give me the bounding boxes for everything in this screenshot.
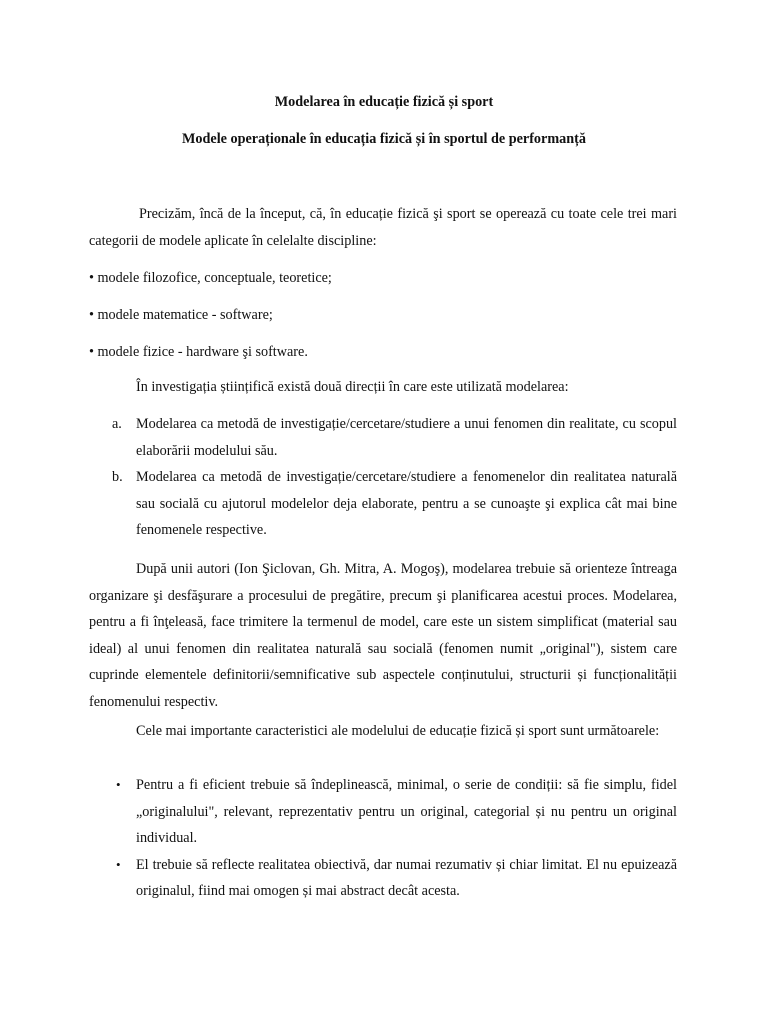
list-item (89, 464, 677, 544)
directions-intro: În investigația științifică există două direcții în care este utilizată modelarea: (136, 379, 569, 395)
intro-paragraph: Precizăm, încă de la început, că, în educație fizică şi sport se operează cu toate cele trei mari categorii de modele aplicate în celelalte discipline: (89, 206, 677, 249)
list-item (89, 852, 677, 905)
list-item-text: Pentru a fi eficient trebuie să îndeplinească, minimal, o serie de condiții: să fie simplu, fidel „originalului", relevant, reprezentativ pentru un original, categorial și nu pentru un original individual. (136, 777, 677, 846)
model-type-item: • modele matematice - software; (89, 307, 273, 323)
model-type-item: • modele fizice - hardware şi software. (89, 344, 308, 360)
list-item (89, 772, 677, 852)
list-item-text: El trebuie să reflecte realitatea obiectivă, dar numai rezumativ și chiar limitat. El nu epuizează originalul, fiind mai omogen și mai abstract decât acesta. (136, 856, 677, 899)
document-title: Modelarea în educație fizică și sport (274, 94, 494, 110)
characteristics-list (89, 772, 677, 905)
list-item (89, 411, 677, 464)
list-item-text: Modelarea ca metodă de investigație/cercetare/studiere a unui fenomen din realitate, cu scopul elaborării modelului său. (136, 416, 677, 459)
bullet-icon: • (116, 777, 121, 792)
list-marker: b. (112, 469, 123, 485)
list-item-text: Modelarea ca metodă de investigație/cercetare/studiere a fenomenelor din realitatea naturală sau socială cu ajutorul modelelor deja elaborate, pentru a se cunoaşte şi explica cât mai bine fenomenele respective. (136, 469, 677, 538)
characteristics-intro: Cele mai importante caracteristici ale modelului de educație fizică și sport sunt următoarele: (136, 723, 660, 739)
model-type-item: • modele filozofice, conceptuale, teoretice; (89, 270, 332, 286)
list-marker: a. (112, 416, 122, 432)
directions-list (89, 411, 677, 544)
document-subtitle: Modele operaționale în educația fizică și în sportul de performanță (182, 131, 586, 147)
authors-paragraph: După unii autori (Ion Şiclovan, Gh. Mitra, A. Mogoş), modelarea trebuie să orienteze întreaga organizare şi desfăşurare a procesului de pregătire, precum şi planificarea acestui proces. Modelarea, pentru a fi înţeleasă, face trimitere la termenul de model, care este un sistem simplificat (material sau ideal) al unui fenomen din realitatea naturală sau socială (fenomen numit „original"), sistem care cuprinde elementele definitorii/semnificative sub aspectele conținutului, structurii și funcționalității fenomenului respectiv. (89, 561, 677, 710)
bullet-icon: • (116, 856, 121, 872)
